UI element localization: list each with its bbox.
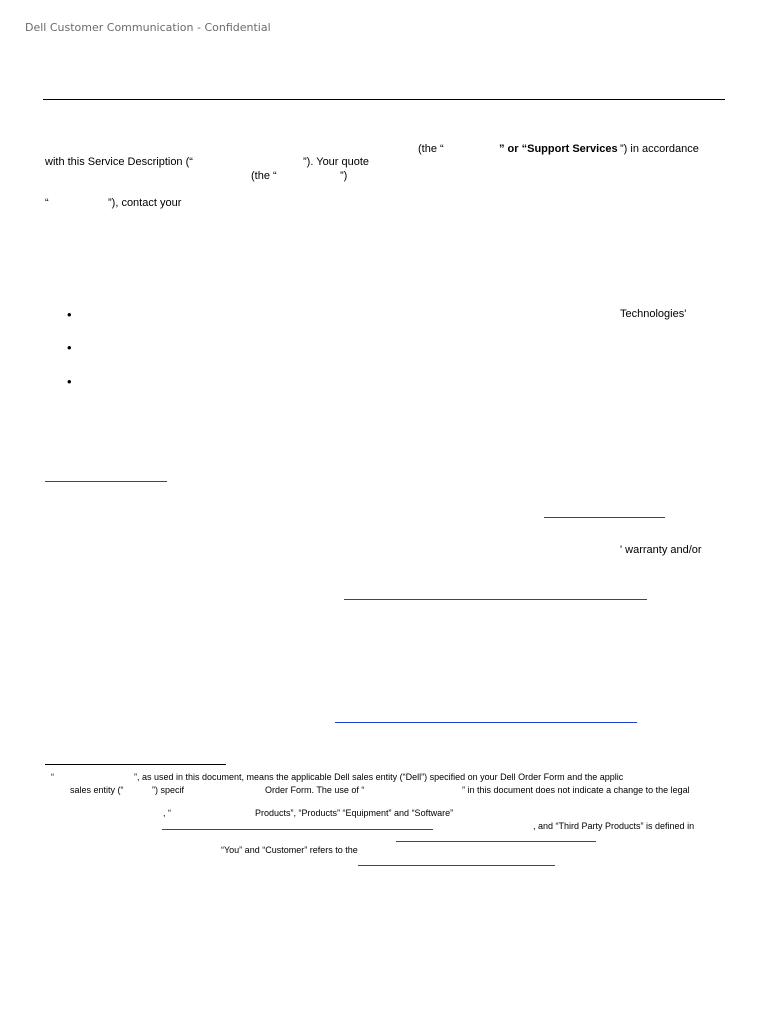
hyperlink-4[interactable] [335,722,637,723]
text-technologies: Technologies' [620,308,687,320]
footnote-rule [45,764,226,765]
fn3-hyperlink-2[interactable] [358,865,555,866]
text-your-quote: ”). Your quote [303,156,370,168]
text-warranty: ' warranty and/or [620,544,702,556]
text-the-1: (the “ [418,143,444,155]
fn1-sales-entity: sales entity (“ [70,785,124,795]
fn2-products: Products”, “Products” “Equipment” and “Software” [255,808,454,818]
text-contact-your: ”), contact your [108,197,182,209]
fn1-text: ”, as used in this document, means the applicable Dell sales entity (“Dell”) specified on your Dell Order Form and the applic [134,772,624,782]
text-service-description: with this Service Description (“ [45,156,193,168]
hyperlink-3[interactable] [344,599,647,600]
fn1-order-form: Order Form. The use of “ [265,785,365,795]
fn2-hyperlink[interactable] [162,829,433,830]
header-rule [43,99,725,100]
fn1-open-quote: “ [51,772,54,782]
fn3-hyperlink-1[interactable] [396,841,596,842]
fn1-legal: ” in this document does not indicate a change to the legal [462,785,690,795]
bullet-3: • [67,374,72,389]
confidential-header: Dell Customer Communication - Confidential [25,21,271,34]
bullet-1: • [67,307,72,322]
text-open-quote: “ [45,197,49,209]
text-in-accordance: ”) in accordance [620,143,699,155]
fn2-comma: , “ [163,808,171,818]
fn3-you-customer: “You” and “Customer” refers to the [221,845,358,855]
text-close-quote: ”) [340,170,348,182]
hyperlink-2[interactable] [544,517,665,518]
text-the-2: (the “ [251,170,277,182]
fn1-specif: ”) specif [152,785,185,795]
hyperlink-1[interactable] [45,481,167,482]
text-support-services: ” or “Support Services [499,143,618,155]
fn2-third-party: , and “Third Party Products” is defined in [533,821,695,831]
bullet-2: • [67,340,72,355]
